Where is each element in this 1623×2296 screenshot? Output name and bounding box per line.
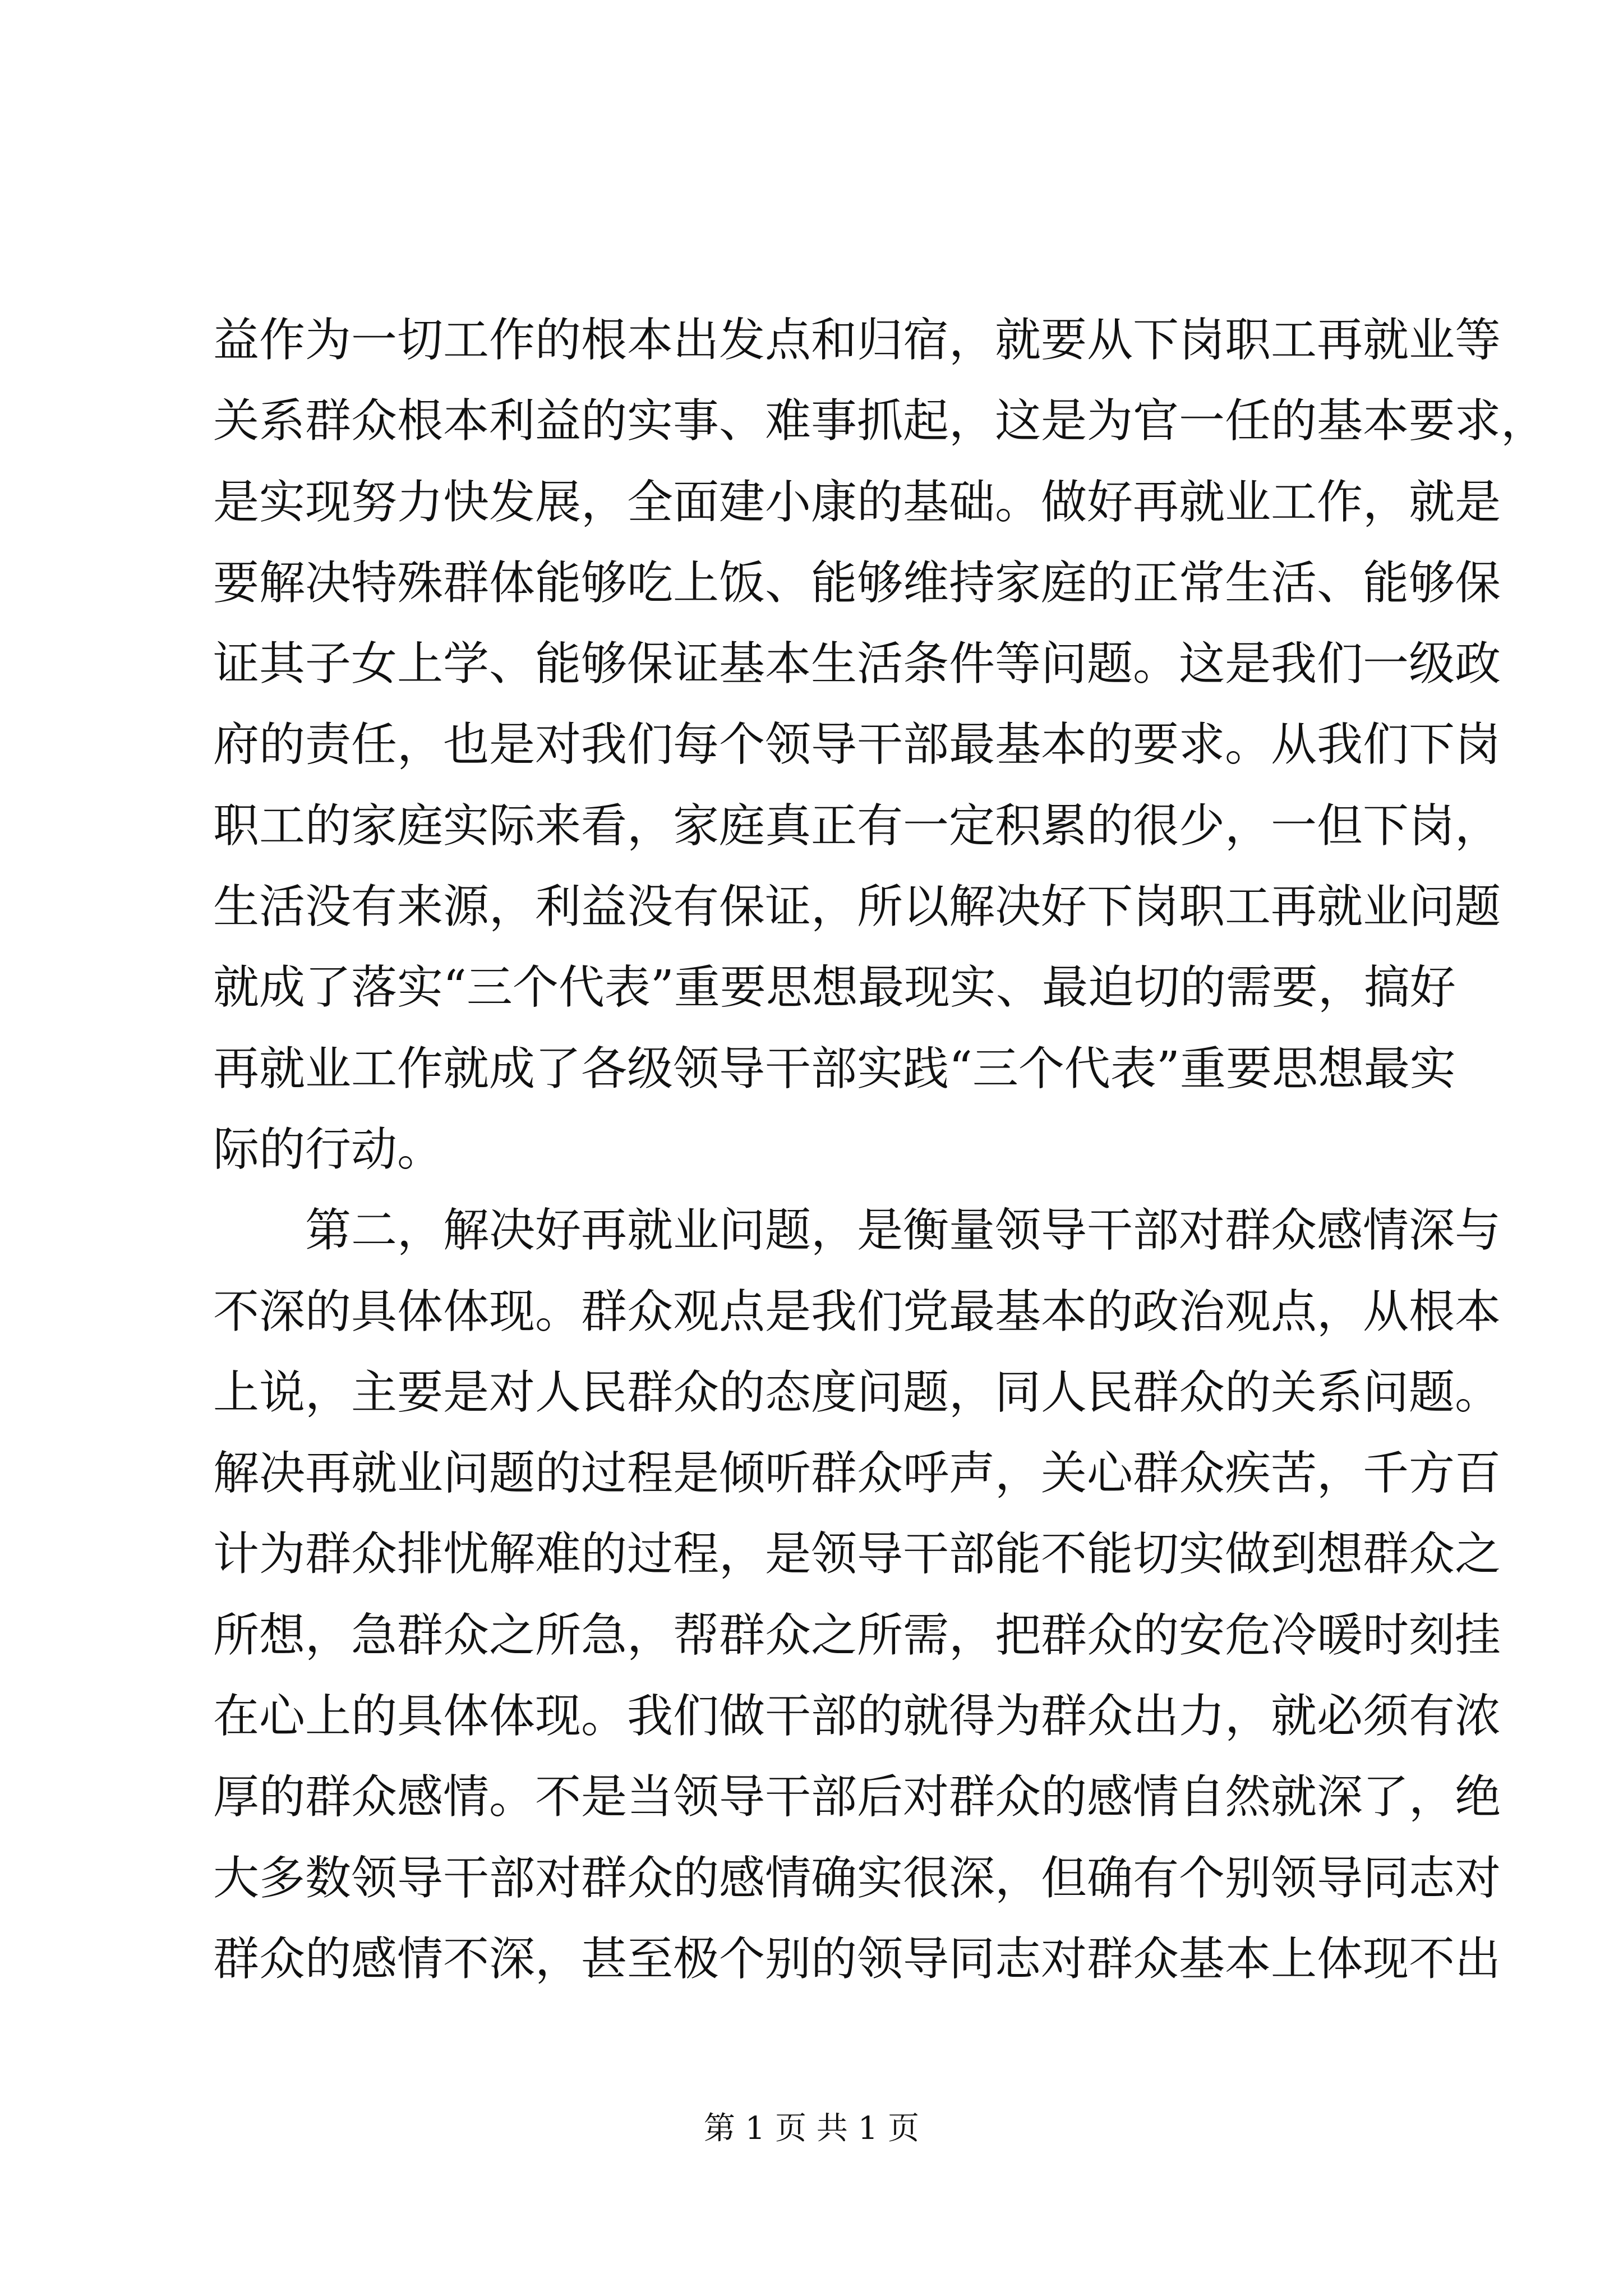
text-line: 际的行动。 — [213, 1122, 444, 1176]
body-text — [213, 300, 1547, 2000]
text-line: 证其子女上学、能够保证基本生活条件等问题。这是我们一级政 — [213, 637, 1501, 691]
text-line: 在心上的具体体现。我们做干部的就得为群众出力，就必须有浓 — [213, 1690, 1501, 1743]
page-number-footer: 第 1 页 共 1 页 — [703, 2110, 920, 2147]
text-line: 就成了落实“三个代表”重要思想最现实、最迫切的需要，搞好 — [213, 961, 1456, 1015]
text-line: 府的责任，也是对我们每个领导干部最基本的要求。从我们下岗 — [213, 718, 1501, 772]
text-line: 益作为一切工作的根本出发点和归宿，就要从下岗职工再就业等 — [213, 314, 1501, 367]
paragraph-start-line: 第二，解决好再就业问题，是衡量领导干部对群众感情深与 — [305, 1204, 1501, 1258]
text-line: 生活没有来源，利益没有保证，所以解决好下岗职工再就业问题 — [213, 880, 1501, 934]
text-line: 解决再就业问题的过程是倾听群众呼声，关心群众疾苦，千方百 — [213, 1447, 1501, 1501]
text-line: 职工的家庭实际来看，家庭真正有一定积累的很少，一但下岗， — [213, 799, 1501, 853]
text-line: 关系群众根本利益的实事、难事抓起，这是为官一任的基本要求， — [213, 394, 1547, 448]
text-line: 再就业工作就成了各级领导干部实践“三个代表”重要思想最实 — [213, 1042, 1456, 1096]
text-line: 大多数领导干部对群众的感情确实很深，但确有个别领导同志对 — [213, 1851, 1501, 1905]
text-line: 上说，主要是对人民群众的态度问题，同人民群众的关系问题。 — [213, 1365, 1501, 1419]
text-line: 厚的群众感情。不是当领导干部后对群众的感情自然就深了，绝 — [213, 1770, 1501, 1824]
text-line: 群众的感情不深，甚至极个别的领导同志对群众基本上体现不出 — [213, 1932, 1501, 1986]
text-line: 计为群众排忧解难的过程，是领导干部能不能切实做到想群众之 — [213, 1527, 1501, 1581]
text-line: 所想，急群众之所急，帮群众之所需，把群众的安危冷暖时刻挂 — [213, 1608, 1501, 1662]
text-line: 是实现努力快发展，全面建小康的基础。做好再就业工作，就是 — [213, 475, 1501, 529]
text-line: 要解决特殊群体能够吃上饭、能够维持家庭的正常生活、能够保 — [213, 556, 1501, 610]
text-line: 不深的具体体现。群众观点是我们党最基本的政治观点，从根本 — [213, 1285, 1501, 1338]
